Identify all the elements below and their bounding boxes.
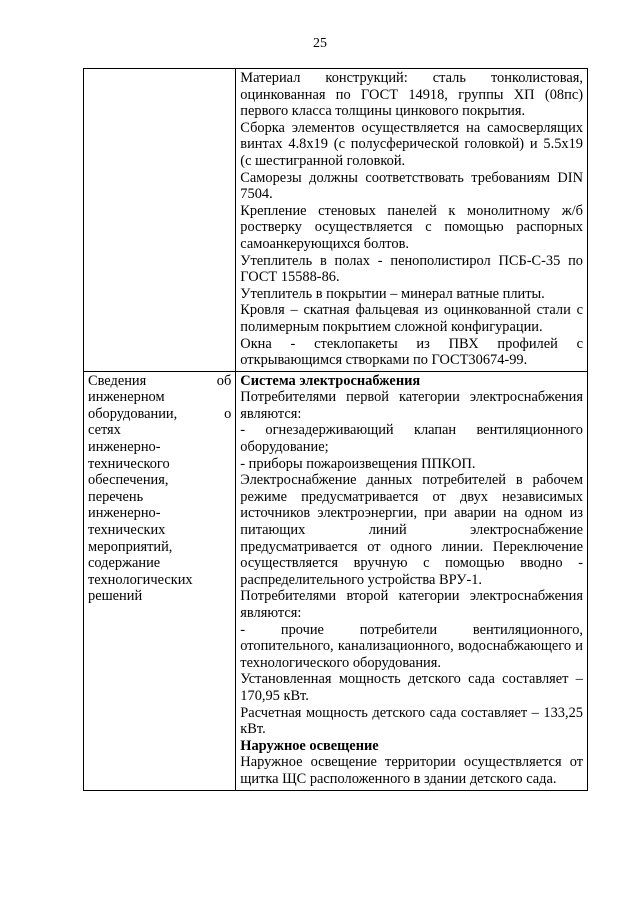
row2-label-cell xyxy=(84,371,236,790)
paragraph-supply-mode: Электроснабжение данных потребителей в рабочем режиме предусматривается от двух независимых источников электроэнергии, при аварии на одном из питающих линий электроснабжение предусматривается от одного линии. Переключение осуществляется вручную с помощью вводно - распределительного устройства ВРУ-1. xyxy=(240,472,583,588)
paragraph-roofing: Кровля – скатная фальцевая из оцинкованной стали с полимерным покрытием сложной конфигурации. xyxy=(240,302,583,335)
label-line: обеспечения, xyxy=(88,472,169,489)
paragraph-roof-insulation: Утеплитель в покрытии – минерал ватные плиты. xyxy=(240,285,545,302)
row2-content-cell xyxy=(236,371,588,790)
paragraph-installed-power: Установленная мощность детского сада составляет – 170,95 кВт. xyxy=(240,671,583,704)
paragraph-windows: Окна - стеклопакеты из ПВХ профилей с открывающимся створками по ГОСТ30674-99. xyxy=(240,335,583,369)
table-row xyxy=(84,371,588,790)
label-line: сетях xyxy=(88,422,121,439)
label-line: технологических xyxy=(88,571,193,588)
label-line: перечень xyxy=(88,488,144,505)
paragraph-first-category: Потребителями первой категории электроснабжения являются: xyxy=(240,389,583,422)
label-line: содержание xyxy=(88,555,161,572)
label-line: технических xyxy=(88,522,166,539)
section-heading-outdoor-lighting: Наружное освещение xyxy=(240,737,379,754)
table-row xyxy=(84,69,588,372)
list-item-fire-valve: - огнезадерживающий клапан вентиляционного оборудование; xyxy=(240,422,583,456)
description-table xyxy=(83,68,588,791)
paragraph-second-category: Потребителями второй категории электроснабжения являются: xyxy=(240,588,583,621)
row1-content-cell xyxy=(236,69,588,372)
page-number: 25 xyxy=(313,36,327,51)
row1-label-cell xyxy=(84,69,236,372)
list-item-other-consumers: - прочие потребители вентиляционного, отопительного, канализационного, водоснабжающего и технологического оборудования. xyxy=(240,621,583,671)
label-line: инженерном xyxy=(88,389,165,406)
list-item-fire-alarm: - приборы пожароизвещения ППКОП. xyxy=(240,455,476,472)
label-line: решений xyxy=(88,588,143,605)
label-line: технического xyxy=(88,455,170,472)
label-line: инженерно- xyxy=(88,505,161,522)
paragraph-wall-fixing: Крепление стеновых панелей к монолитному ж/б ростверку осуществляется с помощью распорных самоанкерующихся болтов. xyxy=(240,202,583,252)
paragraph-material: Материал конструкций: сталь тонколистовая, оцинкованная по ГОСТ 14918, группы ХП (08пс) первого класса толщины цинкового покрытия. xyxy=(240,70,583,120)
label-line: инженерно- xyxy=(88,439,161,456)
paragraph-floor-insulation: Утеплитель в полах - пенополистирол ПСБ-С-35 по ГОСТ 15588-86. xyxy=(240,252,583,286)
label-line: Сведения об xyxy=(88,372,232,389)
paragraph-outdoor-lighting: Наружное освещение территории осуществляется от щитка ЩС расположенного в здании детского сада. xyxy=(240,754,583,787)
label-line: мероприятий, xyxy=(88,538,173,555)
paragraph-assembly: Сборка элементов осуществляется на самосверлящих винтах 4.8х19 (с полусферической головкой) и 5.5х19 (с шестигранной головкой. xyxy=(240,119,583,169)
paragraph-calculated-power: Расчетная мощность детского сада составляет – 133,25 кВт. xyxy=(240,704,583,738)
paragraph-screws: Саморезы должны соответствовать требованиям DIN 7504. xyxy=(240,169,583,203)
label-line: оборудовании, о xyxy=(88,405,232,422)
section-heading-power-supply: Система электроснабжения xyxy=(240,372,421,389)
